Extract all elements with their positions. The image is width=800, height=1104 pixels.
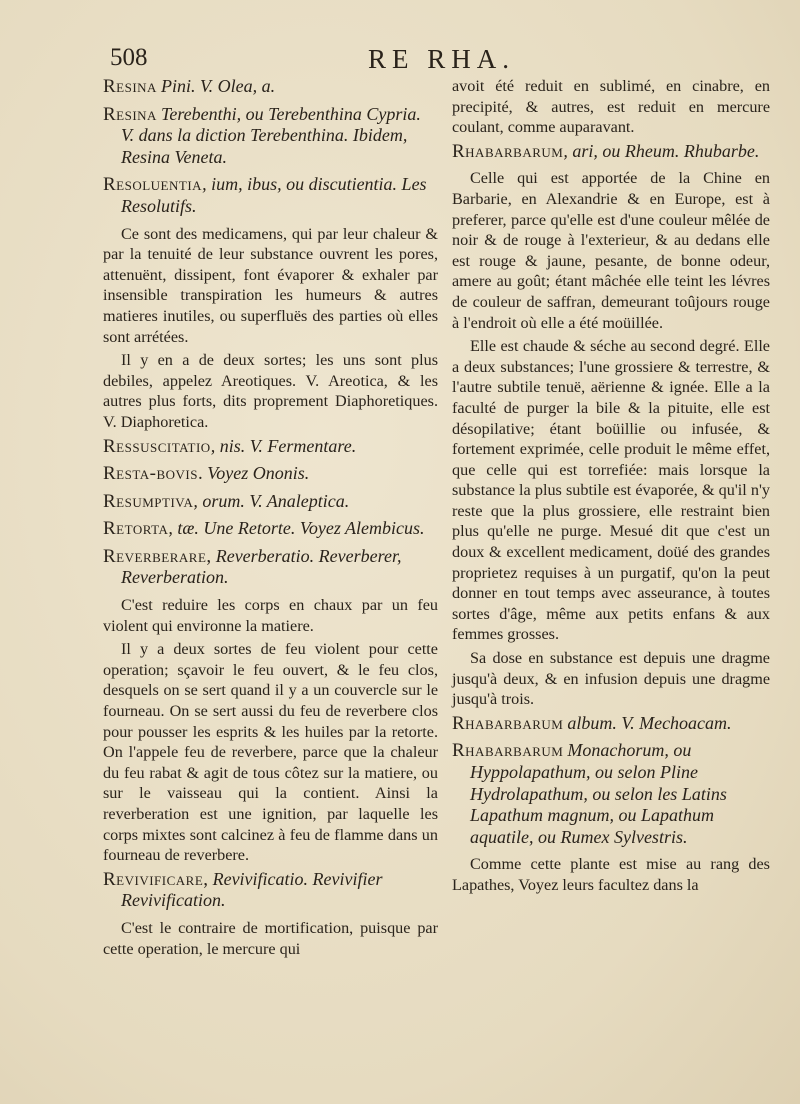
entry-headword: Resina: [103, 103, 157, 125]
entry-headword: Rhabarbarum: [452, 140, 564, 162]
dictionary-entry: [103, 76, 438, 98]
entry-definition: , nis. V. Fermentare.: [210, 435, 357, 456]
body-paragraph: C'est reduire les corps en chaux par un feu violent qui environne la matiere.: [103, 596, 438, 635]
entry-headword: Resumptiva: [103, 490, 194, 512]
entry-headword: Retorta: [103, 518, 169, 540]
dictionary-entry: [103, 104, 438, 169]
dictionary-entry: [452, 740, 770, 848]
entry-definition: , ium, ibus, ou discutientia. Les Resolutifs.: [121, 174, 427, 216]
entry-headword: Resina: [103, 76, 157, 97]
body-paragraph: Elle est chaude & séche au second degré. Elle a deux substances; l'une grossiere & terrestre, & l'autre subtile tenuë, aërienne & ignée. Elle a la faculté de purger la bile & la pituite, elle est désopilative; étant boüillie ou infusée, & fortement exprimée, celle produit le même effet, que celle qui est torrefiée: mais lorsque la substance la plus subtile est évaporée, & qu'il n'y reste que la plus grossiere, elle restraint bien plus qu'elle ne purge. Mesué dit que c'est un doux & excellent medicament, doüé des grandes proprietez requises à un purgatif, qu'on la peut donner en tout temps avec asseurance, à toutes sortes d'âge, même aux petits enfans & aux femmes grosses.: [452, 337, 770, 644]
entry-definition: Reverberatio. Reverberer, Reverberation.: [121, 545, 402, 588]
body-paragraph: C'est le contraire de mortification, puisque par cette operation, le mercure qui: [103, 918, 438, 958]
dictionary-entry: [103, 174, 438, 217]
body-paragraph: Comme cette plante est mise au rang des Lapathes, Voyez leurs facultez dans la: [452, 855, 770, 894]
entry-headword: Revivificare,: [103, 868, 209, 890]
dictionary-entry: [452, 141, 770, 163]
entry-headword: Rhabarbarum: [452, 712, 564, 734]
entry-definition: album. V. Mechoacam.: [567, 712, 732, 733]
dictionary-entry: [103, 546, 438, 589]
entry-definition: Voyez Ononis.: [207, 463, 310, 484]
dictionary-entry: [103, 463, 438, 485]
dictionary-entry: [103, 869, 438, 912]
entry-headword: Reverberare,: [103, 545, 212, 567]
entry-headword: Rhabarbarum: [452, 740, 564, 762]
entry-headword: Ressuscitatio: [103, 435, 211, 457]
entry-definition: Terebenthi, ou Terebenthina Cypria. V. dans la diction Terebenthina. Ibidem, Resina Veneta.: [121, 103, 421, 167]
entry-definition: , ari, ou Rheum. Rhubarbe.: [563, 140, 760, 161]
dictionary-entry: [452, 713, 770, 735]
page-number: 508: [110, 44, 148, 71]
entry-definition: Monachorum, ou Hyppolapathum, ou selon Pline Hydrolapathum, ou selon les Latins Lapathum magnum, ou Lapathum aquatile, ou Rumex Sylvestris.: [470, 740, 727, 847]
right-column: [452, 76, 770, 899]
entry-definition: Pini. V. Olea, a.: [161, 76, 276, 96]
body-paragraph: avoit été reduit en sublimé, en cinabre, en precipité, & autres, est reduit en mercure coulant, comme auparavant.: [452, 77, 770, 137]
dictionary-entry: [103, 436, 438, 458]
body-paragraph: Il y en a de deux sortes; les uns sont plus debiles, appelez Areotiques. V. Areotica, & les autres plus forts, dits proprement Diaphoretiques. V. Diaphoretica.: [103, 351, 438, 431]
body-paragraph: Ce sont des medicamens, qui par leur chaleur & par la tenuité de leur substance ouvrent les pores, attenuënt, dissipent, font évaporer & exhaler par insensible transpiration les humeurs & autres matieres inutiles, ou superfluës des parties où elles sont arrétées.: [103, 224, 438, 346]
dictionary-entry: [103, 518, 438, 540]
entry-definition: Revivificatio. Revivifier Revivification.: [121, 868, 383, 911]
dictionary-entry: [103, 491, 438, 513]
running-head: RE RHA.: [368, 44, 516, 74]
body-paragraph: Celle qui est apportée de la Chine en Barbarie, en Alexandrie & en Europe, est à preferer, parce qu'elle est d'une couleur mêlée de noir & de rouge à l'exterieur, & au dedans elle est rouge & jaune, pesante, de bonne odeur, amere au goût; étant mâchée elle teint les lévres de couleur de saffran, demeurant toûjours rouge à l'endroit où elle a été moüillée.: [452, 169, 770, 332]
body-paragraph: Il y a deux sortes de feu violent pour cette operation; sçavoir le feu ouvert, & le feu clos, desquels on se sert quand il y a un couvercle sur le fourneau. On se sert aussi du feu de reverbere clos pour pousser les esprits & les huiles par la retorte. On l'appele feu de reverbere, parce que la chaleur du feu rabat & agit de tous côtez sur la matiere, ou sur le vaisseau qui la contient. Ainsi la reverberation est une ignition, par laquelle les corps mixtes sont calcinez à feu de flamme dans un fourneau de reverbere.: [103, 640, 438, 865]
entry-headword: Resoluentia: [103, 174, 203, 196]
left-column: [103, 76, 438, 962]
body-paragraph: Sa dose en substance est depuis une dragme jusqu'à deux, & en infusion depuis une dragme jusqu'à trois.: [452, 649, 770, 709]
entry-definition: , orum. V. Analeptica.: [193, 490, 350, 511]
entry-definition: , tæ. Une Retorte. Voyez Alembicus.: [168, 518, 425, 539]
entry-headword: Resta-bovis.: [103, 463, 204, 485]
